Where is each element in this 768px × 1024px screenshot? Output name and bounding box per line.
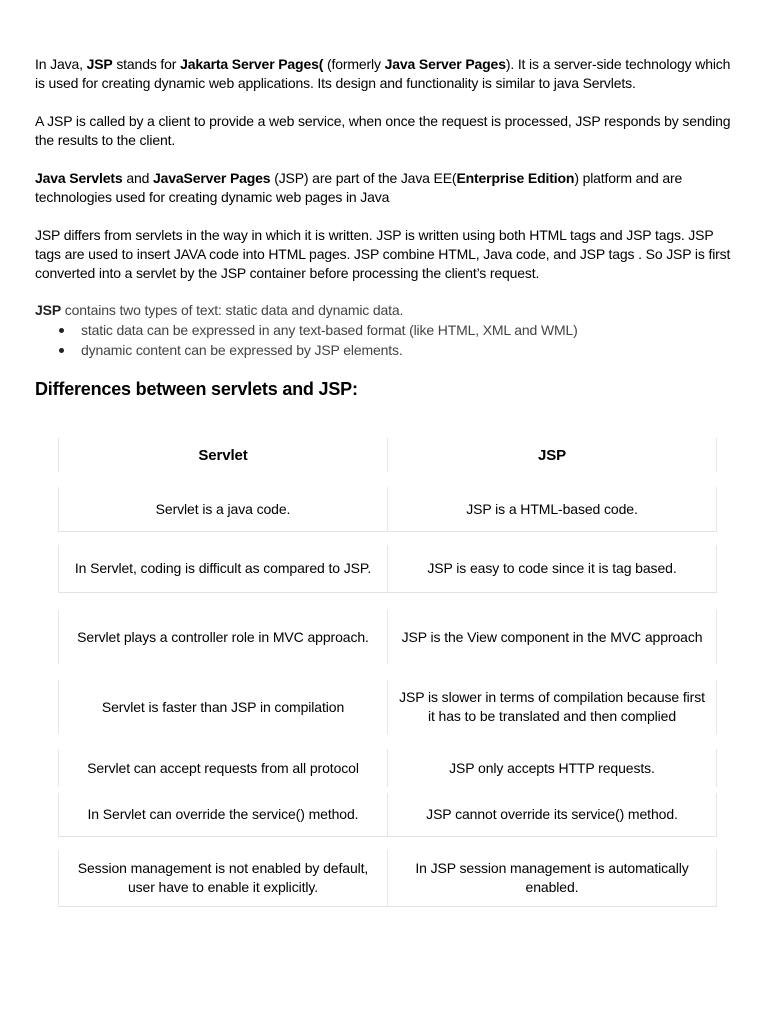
text-run: In Java, — [35, 56, 87, 72]
table-cell: JSP is slower in terms of compilation because first it has to be translated and then complied — [387, 680, 717, 734]
text-run: contains two types of text: static data and dynamic data. — [61, 302, 404, 318]
text-run: (formerly — [323, 56, 385, 72]
table-cell: Servlet plays a controller role in MVC approach. — [58, 610, 387, 664]
table-row — [58, 749, 717, 787]
table-cell: JSP only accepts HTTP requests. — [387, 749, 717, 787]
bold-term: Enterprise Edition — [456, 170, 575, 186]
paragraph-intro — [35, 55, 740, 93]
table-header-row — [58, 438, 717, 472]
text-run: ). It is a server-side technology which is used for creating dynamic web applications. Its design and functionality is similar to java Servlets. — [35, 56, 731, 91]
table-cell: In Servlet, coding is difficult as compared to JSP. — [58, 545, 387, 592]
bold-term: JSP — [35, 302, 62, 318]
table-cell: JSP is a HTML-based code. — [387, 487, 717, 531]
table-row — [58, 793, 717, 837]
text-run: (JSP) are part of the Java EE( — [270, 170, 457, 186]
section-heading: Differences between servlets and JSP: — [35, 379, 358, 399]
paragraph-text-types — [35, 301, 740, 320]
paragraph-client: A JSP is called by a client to provide a web service, when once the request is processed, JSP responds by sending the results to the client. — [35, 113, 731, 148]
table-header-cell: JSP — [387, 438, 717, 472]
text-run: and — [122, 170, 153, 186]
table-cell: Session management is not enabled by default, user have to enable it explicitly. — [58, 850, 387, 906]
table-cell: JSP is the View component in the MVC approach — [387, 610, 717, 664]
table-row — [58, 850, 717, 907]
table-cell: Servlet is faster than JSP in compilation — [58, 680, 387, 734]
table-header-cell: Servlet — [58, 438, 387, 472]
table-row — [58, 610, 717, 664]
bullet-list — [57, 320, 578, 360]
bold-term: Jakarta Server Pages( — [180, 56, 324, 72]
table-cell: Servlet can accept requests from all protocol — [58, 749, 387, 787]
bold-term: Java Server Pages — [384, 56, 506, 72]
table-cell: In Servlet can override the service() method. — [58, 793, 387, 836]
table-cell: Servlet is a java code. — [58, 487, 387, 531]
table-row — [58, 680, 717, 734]
table-row — [58, 487, 717, 532]
list-item: dynamic content can be expressed by JSP elements. — [57, 340, 578, 360]
table-cell: In JSP session management is automatically enabled. — [387, 850, 717, 906]
table-cell: JSP cannot override its service() method. — [387, 793, 717, 836]
bold-term: Java Servlets — [35, 170, 123, 186]
text-run: ) platform and are technologies used for creating dynamic web pages in Java — [35, 170, 683, 205]
table-cell: JSP is easy to code since it is tag based. — [387, 545, 717, 592]
text-run: stands for — [112, 56, 181, 72]
paragraph-differs: JSP differs from servlets in the way in which it is written. JSP is written using both HTML tags and JSP tags. JSP tags are used to insert JAVA code into HTML pages. JSP combine HTML, Java code, and JSP tags . So JSP is first converted into a servlet by the JSP container before processing the client’s request. — [35, 227, 731, 281]
bold-term: JavaServer Pages — [152, 170, 271, 186]
bold-term: JSP — [86, 56, 113, 72]
list-item: static data can be expressed in any text-based format (like HTML, XML and WML) — [57, 320, 578, 340]
table-row — [58, 545, 717, 593]
paragraph-java-ee — [35, 169, 740, 207]
